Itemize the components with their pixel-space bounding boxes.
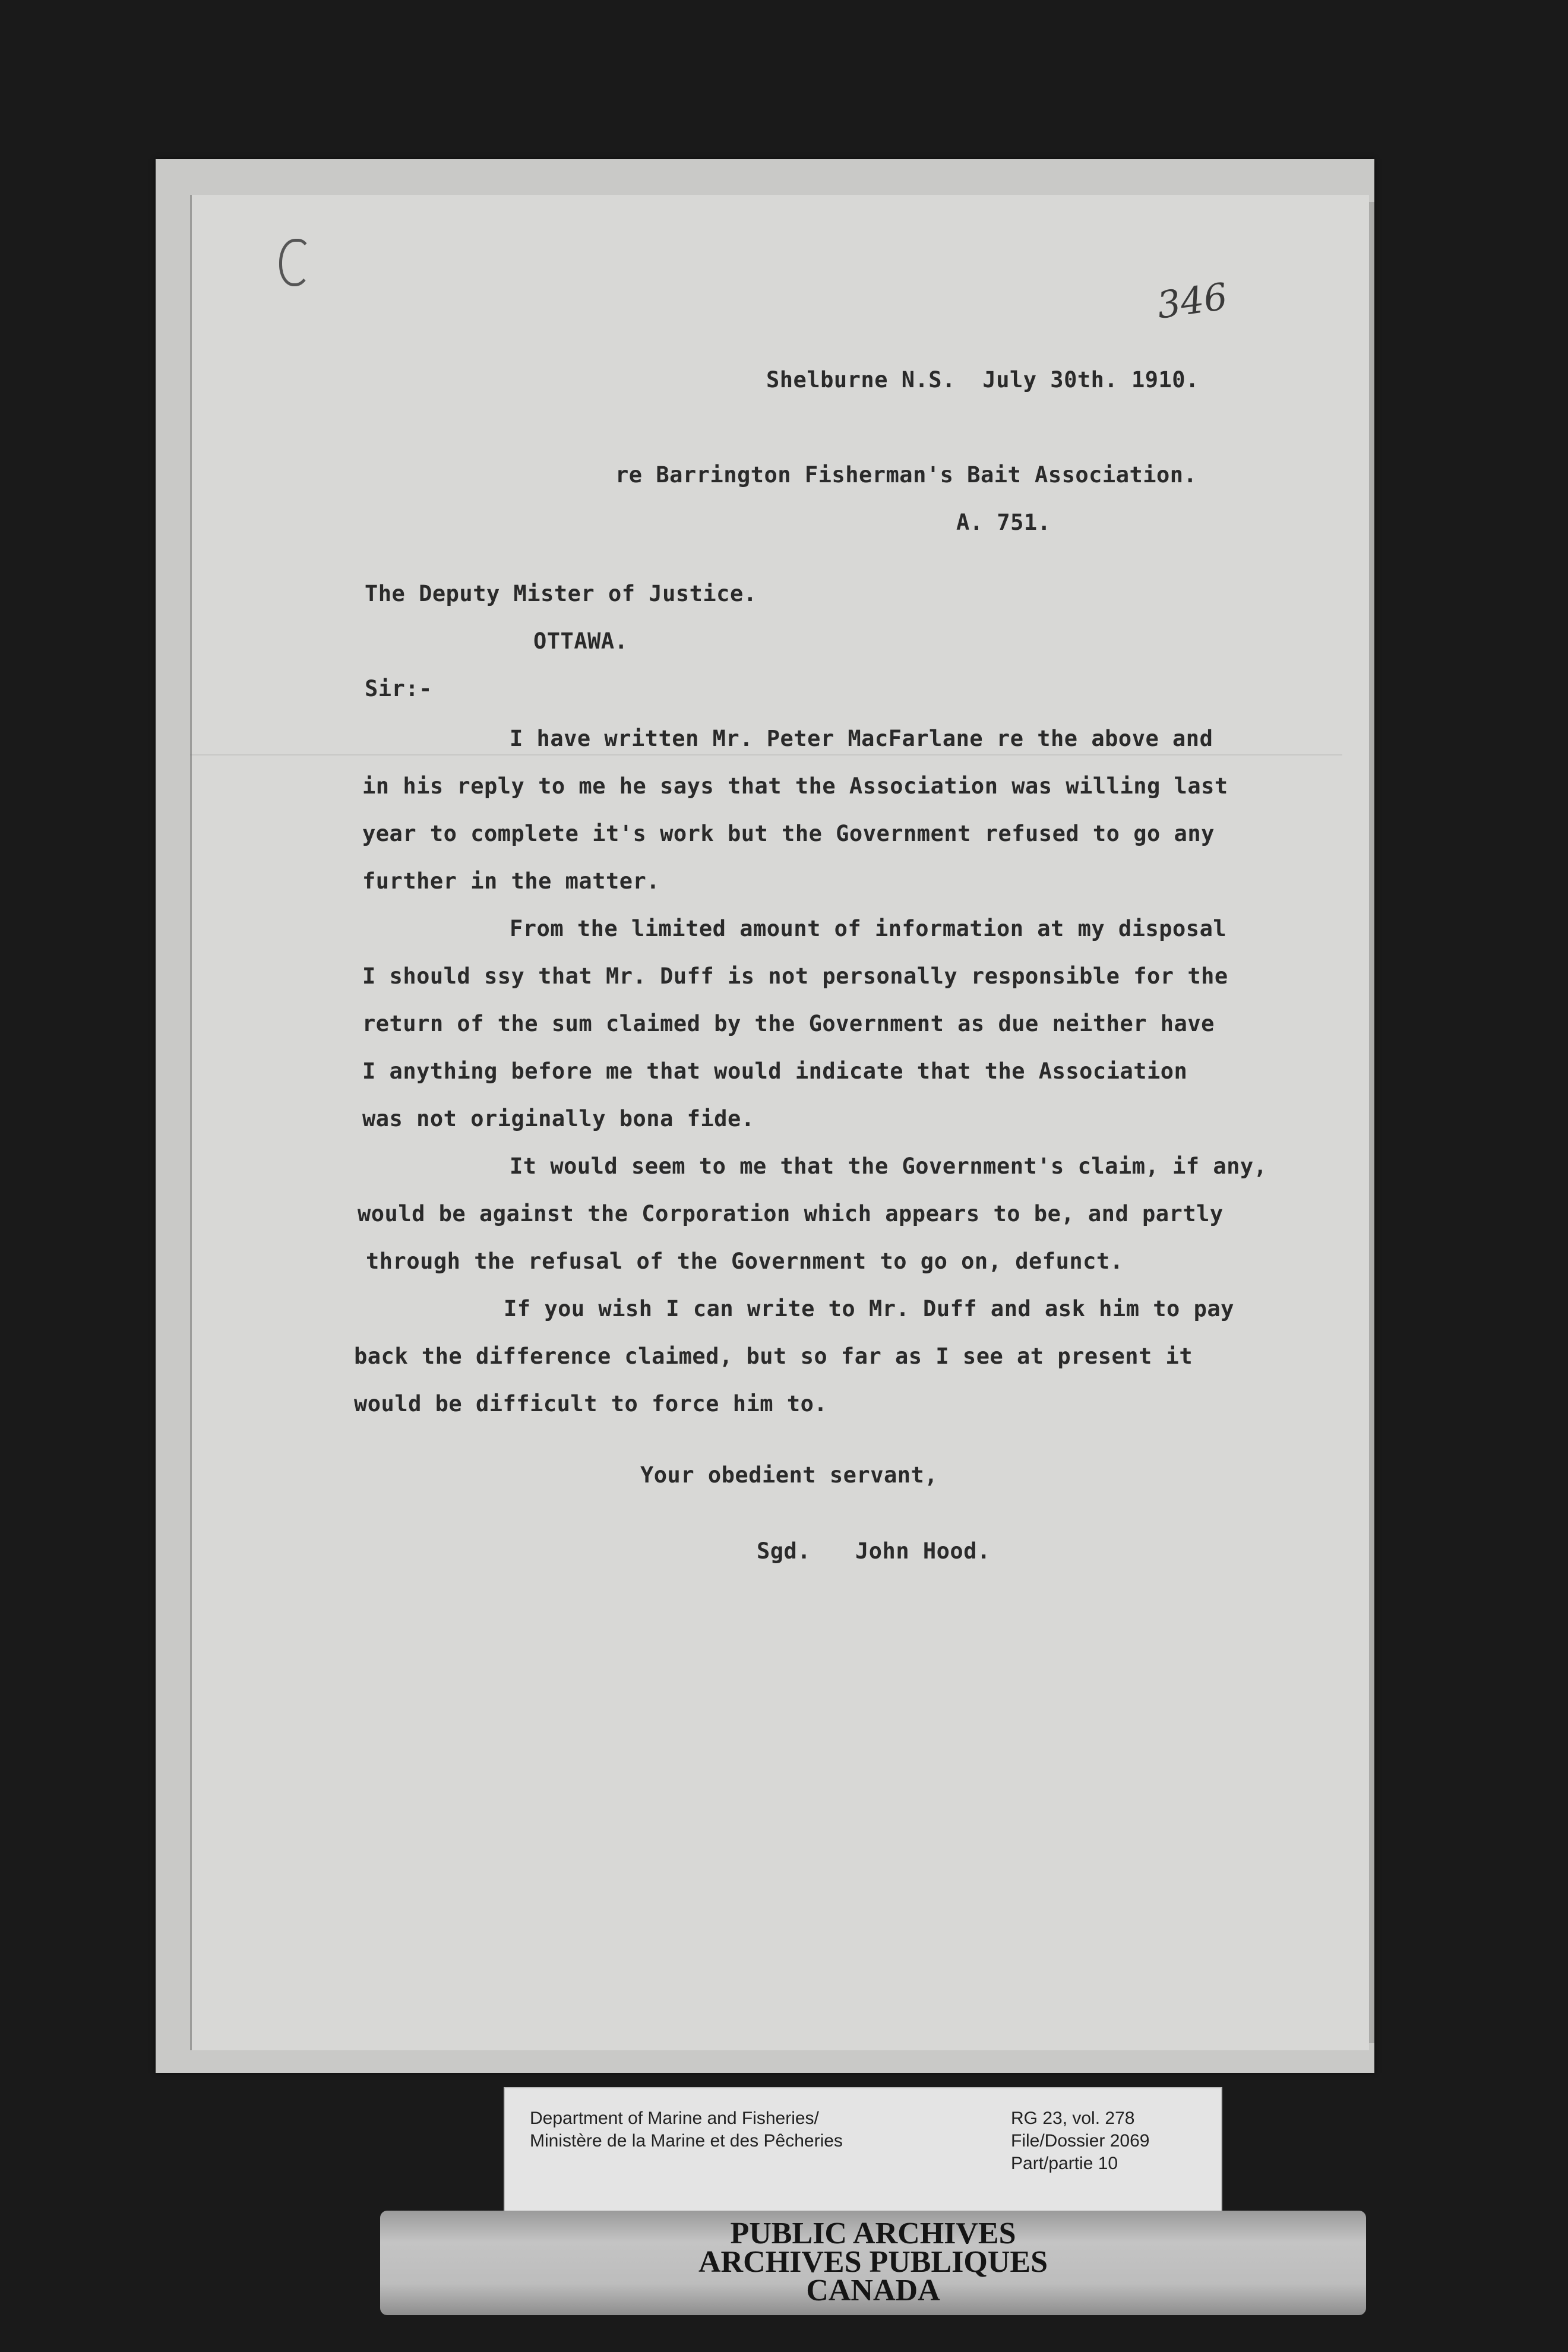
record-group: RG 23, vol. 278: [1011, 2108, 1135, 2128]
department-fr: Ministère de la Marine et des Pêcheries: [530, 2131, 843, 2151]
body-line: through the refusal of the Government to go on, defunct.: [366, 1248, 1124, 1274]
body-line: would be against the Corporation which appears to be, and partly: [358, 1201, 1224, 1226]
body-line: return of the sum claimed by the Government as due neither have: [362, 1011, 1215, 1036]
stamp-line-1: PUBLIC ARCHIVES: [730, 2217, 1016, 2250]
archive-stamp: [380, 2211, 1366, 2315]
body-line: back the difference claimed, but so far as I see at present it: [354, 1343, 1193, 1369]
subject-line: re Barrington Fisherman's Bait Association.: [615, 462, 1197, 488]
signature-name: John Hood.: [855, 1538, 991, 1564]
stamp-line-3: CANADA: [806, 2274, 940, 2307]
stamp-line-2: ARCHIVES PUBLIQUES: [698, 2245, 1048, 2279]
label-reference: [1011, 2107, 1149, 2175]
file-number: File/Dossier 2069: [1011, 2131, 1150, 2151]
body-line: I anything before me that would indicate that the Association: [362, 1058, 1188, 1084]
archive-label: [504, 2087, 1222, 2212]
body-line: I have written Mr. Peter MacFarlane re the above and: [510, 726, 1213, 751]
body-line: From the limited amount of information at my disposal: [510, 916, 1227, 941]
body-line: was not originally bona fide.: [362, 1106, 755, 1131]
fold-line: [190, 754, 1342, 755]
punch-mark-icon: [279, 239, 311, 286]
department-en: Department of Marine and Fisheries/: [530, 2108, 819, 2128]
folio-number: 346: [1154, 274, 1230, 327]
body-line: If you wish I can write to Mr. Duff and ask him to pay: [504, 1296, 1234, 1322]
label-department: [530, 2107, 843, 2152]
dateline: Shelburne N.S. July 30th. 1910.: [766, 367, 1199, 393]
reference-number: A. 751.: [956, 510, 1051, 535]
recipient: The Deputy Mister of Justice.: [365, 581, 757, 606]
salutation: Sir:-: [365, 676, 432, 701]
body-line: I should ssy that Mr. Duff is not personally responsible for the: [362, 963, 1228, 989]
body-line: It would seem to me that the Government's claim, if any,: [510, 1153, 1267, 1179]
signature-prefix: Sgd.: [757, 1538, 811, 1564]
body-line: year to complete it's work but the Government refused to go any: [362, 821, 1215, 846]
closing: Your obedient servant,: [640, 1462, 938, 1488]
recipient-city: OTTAWA.: [533, 628, 628, 654]
body-line: further in the matter.: [362, 868, 660, 894]
body-line: would be difficult to force him to.: [354, 1391, 828, 1417]
part-number: Part/partie 10: [1011, 2154, 1118, 2173]
body-line: in his reply to me he says that the Association was willing last: [362, 773, 1228, 799]
